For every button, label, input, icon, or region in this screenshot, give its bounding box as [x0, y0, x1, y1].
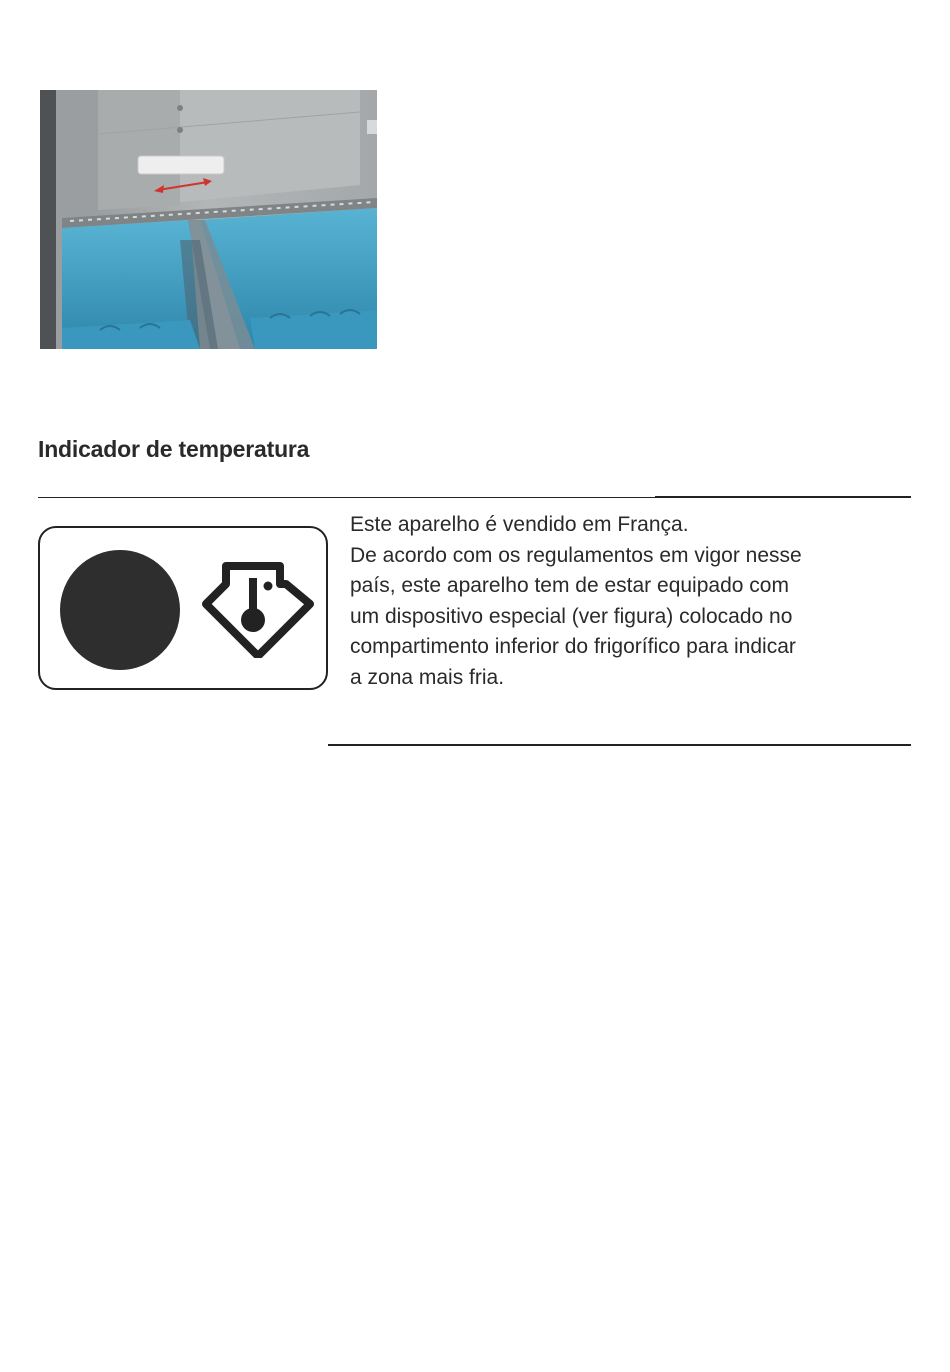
text-line: um dispositivo especial (ver figura) colocado no [350, 604, 793, 628]
text-line: Este aparelho é vendido em França. [350, 513, 689, 536]
text-line: país, este aparelho tem de estar equipado com [350, 574, 789, 597]
temperature-indicator-box [38, 526, 328, 690]
bottom-divider [328, 744, 911, 746]
black-circle-icon [60, 550, 180, 670]
thermometer-warning-icon [200, 562, 316, 658]
fridge-interior-figure [40, 90, 377, 349]
fridge-interior-illustration [40, 90, 377, 349]
section-title: Indicador de temperatura [38, 436, 310, 462]
top-divider [38, 497, 658, 498]
text-line: De acordo com os regulamentos em vigor nesse [350, 543, 802, 567]
text-line: a zona mais fria. [350, 665, 505, 689]
top-divider-right [655, 496, 911, 498]
text-line: compartimento inferior do frigorífico para indicar [350, 635, 796, 658]
temperature-indicator-description [350, 510, 910, 693]
